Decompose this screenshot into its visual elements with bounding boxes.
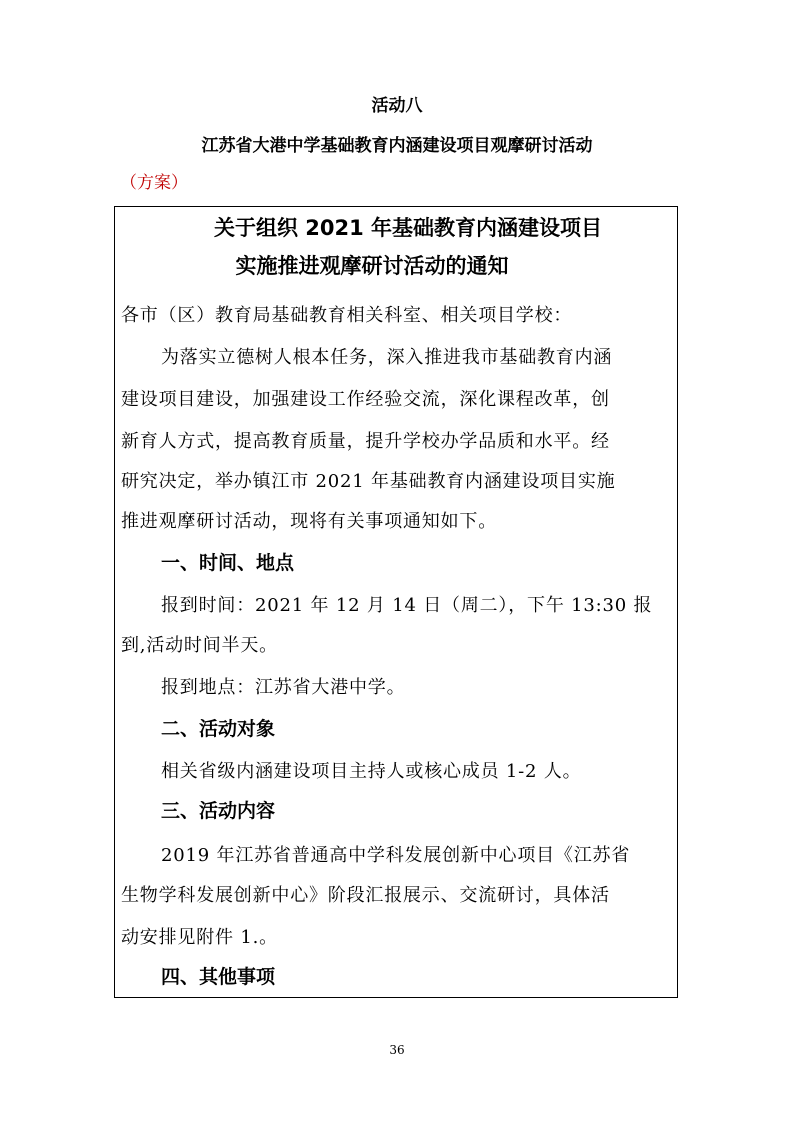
activity-title: 活动八 (371, 96, 423, 116)
intro-line: 新育人方式，提高教育质量，提升学校办学品质和水平。经 (121, 431, 610, 452)
notice-box (114, 206, 678, 998)
section-line: 到,活动时间半天。 (121, 635, 278, 656)
section-line: 报到时间：2021 年 12 月 14 日（周二），下午 13:30 报 (161, 595, 653, 616)
section-heading-time-place: 一、时间、地点 (161, 552, 295, 574)
notice-title-line-1: 关于组织 2021 年基础教育内涵建设项目 (213, 216, 603, 240)
section-line: 报到地点：江苏省大港中学。 (161, 677, 406, 698)
section-line: 2019 年江苏省普通高中学科发展创新中心项目《江苏省 (161, 845, 631, 866)
intro-line: 建设项目建设，加强建设工作经验交流，深化课程改革，创 (121, 389, 610, 410)
section-line: 动安排见附件 1.。 (121, 927, 278, 948)
section-heading-other: 四、其他事项 (161, 966, 276, 988)
section-heading-content: 三、活动内容 (161, 800, 276, 822)
intro-line: 研究决定，举办镇江市 2021 年基础教育内涵建设项目实施 (121, 471, 616, 492)
plan-label: （方案） (120, 173, 188, 193)
notice-salutation: 各市（区）教育局基础教育相关科室、相关项目学校： (121, 305, 573, 326)
activity-subtitle: 江苏省大港中学基础教育内涵建设项目观摩研讨活动 (201, 136, 593, 156)
notice-title-line-2: 实施推进观摩研讨活动的通知 (235, 254, 509, 278)
section-line: 生物学科发展创新中心》阶段汇报展示、交流研讨，具体活 (121, 885, 610, 906)
page-number: 36 (389, 1043, 405, 1057)
section-heading-participants: 二、活动对象 (161, 718, 276, 740)
intro-line: 为落实立德树人根本任务，深入推进我市基础教育内涵 (161, 347, 613, 368)
intro-line: 推进观摩研讨活动，现将有关事项通知如下。 (121, 511, 497, 532)
section-line: 相关省级内涵建设项目主持人或核心成员 1-2 人。 (161, 761, 582, 782)
